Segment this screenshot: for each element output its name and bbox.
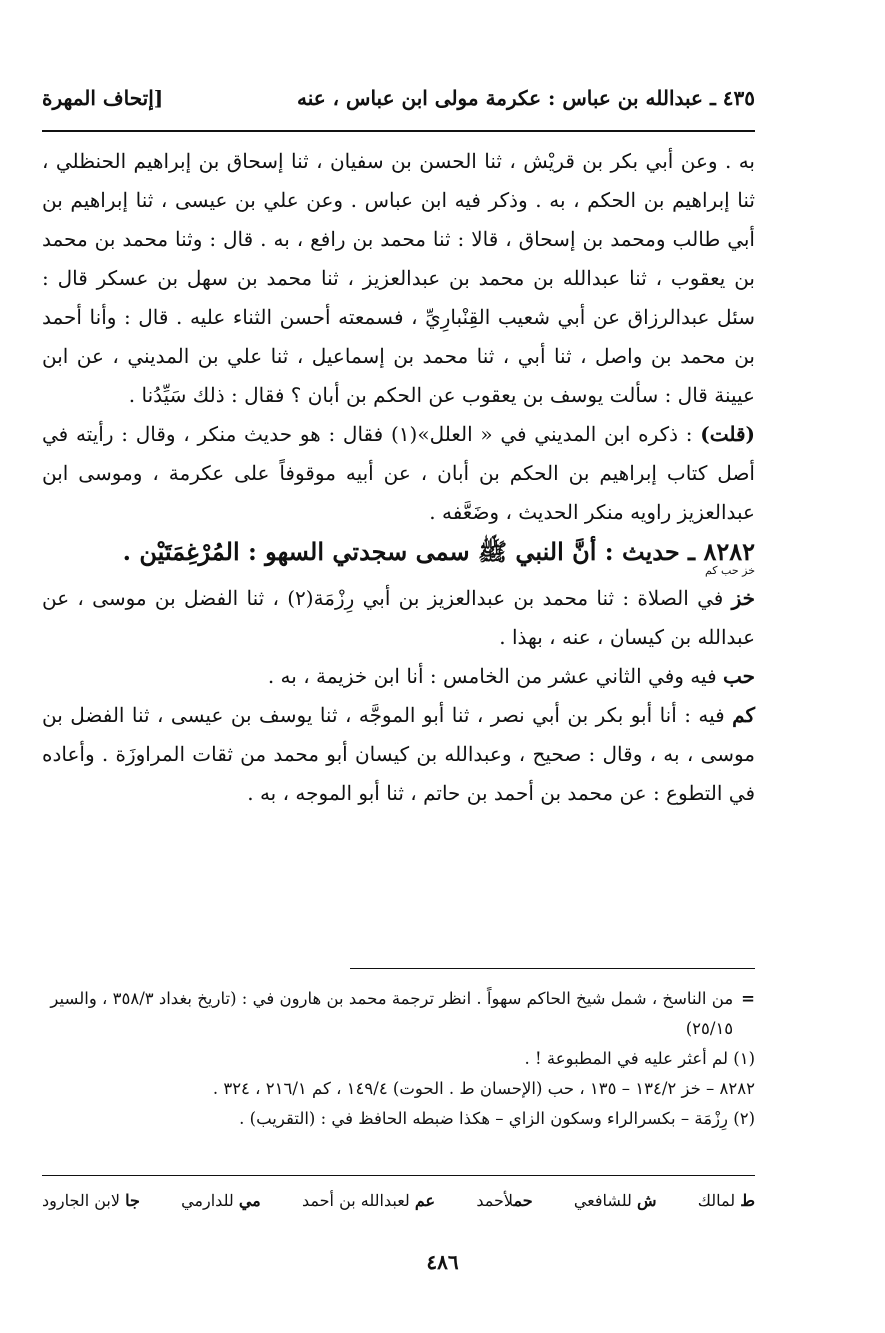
footnote-1: (١) لم أعثر عليه في المطبوعة ! . — [524, 1049, 755, 1068]
chapter-title: ٤٣٥ ـ عبدالله بن عباس : عكرمة مولى ابن عباس ، عنه — [296, 86, 755, 110]
abbr-item: ط لمالك — [697, 1191, 755, 1210]
header-divider — [42, 130, 755, 132]
page-number: ٤٨٦ — [426, 1250, 459, 1274]
footnote-divider — [350, 968, 755, 969]
page-header — [42, 80, 755, 116]
book-title: [إتحاف المهرة — [42, 86, 164, 110]
qult-label: (قلت) — [700, 422, 756, 446]
hadith-heading-text: ٨٢٨٢ ـ حديث : أنَّ النبي ﷺ سمى سجدتي السهو : المُرْغِمَتَيْن . — [122, 537, 755, 566]
source-code-hib: حب — [722, 664, 755, 688]
paragraph-2-text: : ذكره ابن المديني في « العلل»(١) فقال : هو حديث منكر ، وقال : رأيته في أصل كتاب إبراهيم بن الحكم بن أبان ، عن أبيه موقوفاً على عكرمة ، وموسى ابن عبدالعزيز راويه منكر الحديث ، وضَعَّفه . — [42, 422, 755, 524]
footnote-2: (٢) رِزْمَة – بكسرالراء وسكون الزاي – هكذا ضبطه الحافظ في : (التقريب) . — [239, 1109, 755, 1128]
footnotes — [42, 984, 755, 1134]
continuation-text: من الناسخ ، شمل شيخ الحاكم سهواً . انظر ترجمة محمد بن هارون في : (تاريخ بغداد ٣٥٨/٣ ، والسير ٢٥/١٥) — [50, 989, 734, 1038]
abbreviations-key — [42, 1186, 755, 1216]
abbreviations-divider — [42, 1175, 755, 1176]
main-text — [42, 142, 755, 813]
paragraph-4 — [42, 657, 755, 696]
source-code-khuz: خز — [731, 586, 755, 610]
paragraph-5-text: فيه : أنا أبو بكر بن أبي نصر ، ثنا أبو الموجَّه ، ثنا يوسف بن عيسى ، ثنا الفضل بن موسى ، به ، وقال : صحيح ، وعبدالله بن كيسان أبو محمد من ثقات المراوزَة . وأعاده في التطوع : عن محمد بن أحمد بن حاتم ، ثنا أبو الموجه ، به . — [42, 703, 755, 805]
continuation-mark: = — [741, 989, 755, 1008]
paragraph-5 — [42, 696, 755, 813]
paragraph-2 — [42, 415, 755, 532]
abbr-item: جا لابن الجارود — [42, 1191, 140, 1210]
hadith-heading — [42, 532, 755, 577]
abbr-item: ش للشافعي — [573, 1191, 657, 1210]
paragraph-3-text: في الصلاة : ثنا محمد بن عبدالعزيز بن أبي رِزْمَة(٢) ، ثنا الفضل بن موسى ، عن عبدالله بن كيسان ، عنه ، بهذا . — [42, 586, 755, 649]
hadith-sigla: خز حب كم — [704, 564, 755, 577]
abbr-item: حملأحمد — [476, 1191, 533, 1210]
paragraph-3 — [42, 579, 755, 657]
paragraph-1: به . وعن أبي بكر بن قريْش ، ثنا الحسن بن سفيان ، ثنا إسحاق بن إبراهيم الحنظلي ، ثنا إبراهيم بن الحكم ، به . وذكر فيه ابن عباس . وعن علي بن عيسى ، ثنا إبراهيم بن أبي طالب ومحمد بن إسحاق ، قالا : ثنا محمد بن رافع ، به . قال : وثنا محمد بن محمد بن يعقوب ، ثنا عبدالله بن محمد بن عبدالعزيز ، ثنا محمد بن سهل بن عسكر قال : سئل عبدالرزاق عن أبي شعيب القِنْبارِيِّ ، فسمعته أحسن الثناء عليه . قال : وأنا أحمد بن محمد بن واصل ، ثنا أبي ، ثنا محمد بن إسماعيل ، ثنا علي بن المديني ، عن ابن عيينة قال : سألت يوسف بن يعقوب عن الحكم بن أبان ؟ فقال : ذلك سَيِّدُنا . — [42, 149, 755, 407]
source-code-kum: كم — [732, 703, 755, 727]
paragraph-4-text: فيه وفي الثاني عشر من الخامس : أنا ابن خزيمة ، به . — [267, 664, 723, 688]
footnote-continuation — [42, 984, 755, 1044]
abbr-item: عم لعبدالله بن أحمد — [302, 1191, 436, 1210]
abbr-item: مي للدارمي — [181, 1191, 261, 1210]
footnote-reference: ٨٢٨٢ – خز ١٣٤/٢ – ١٣٥ ، حب (الإحسان ط . الحوت) ١٤٩/٤ ، كم ٢١٦/١ ، ٣٢٤ . — [212, 1079, 755, 1098]
